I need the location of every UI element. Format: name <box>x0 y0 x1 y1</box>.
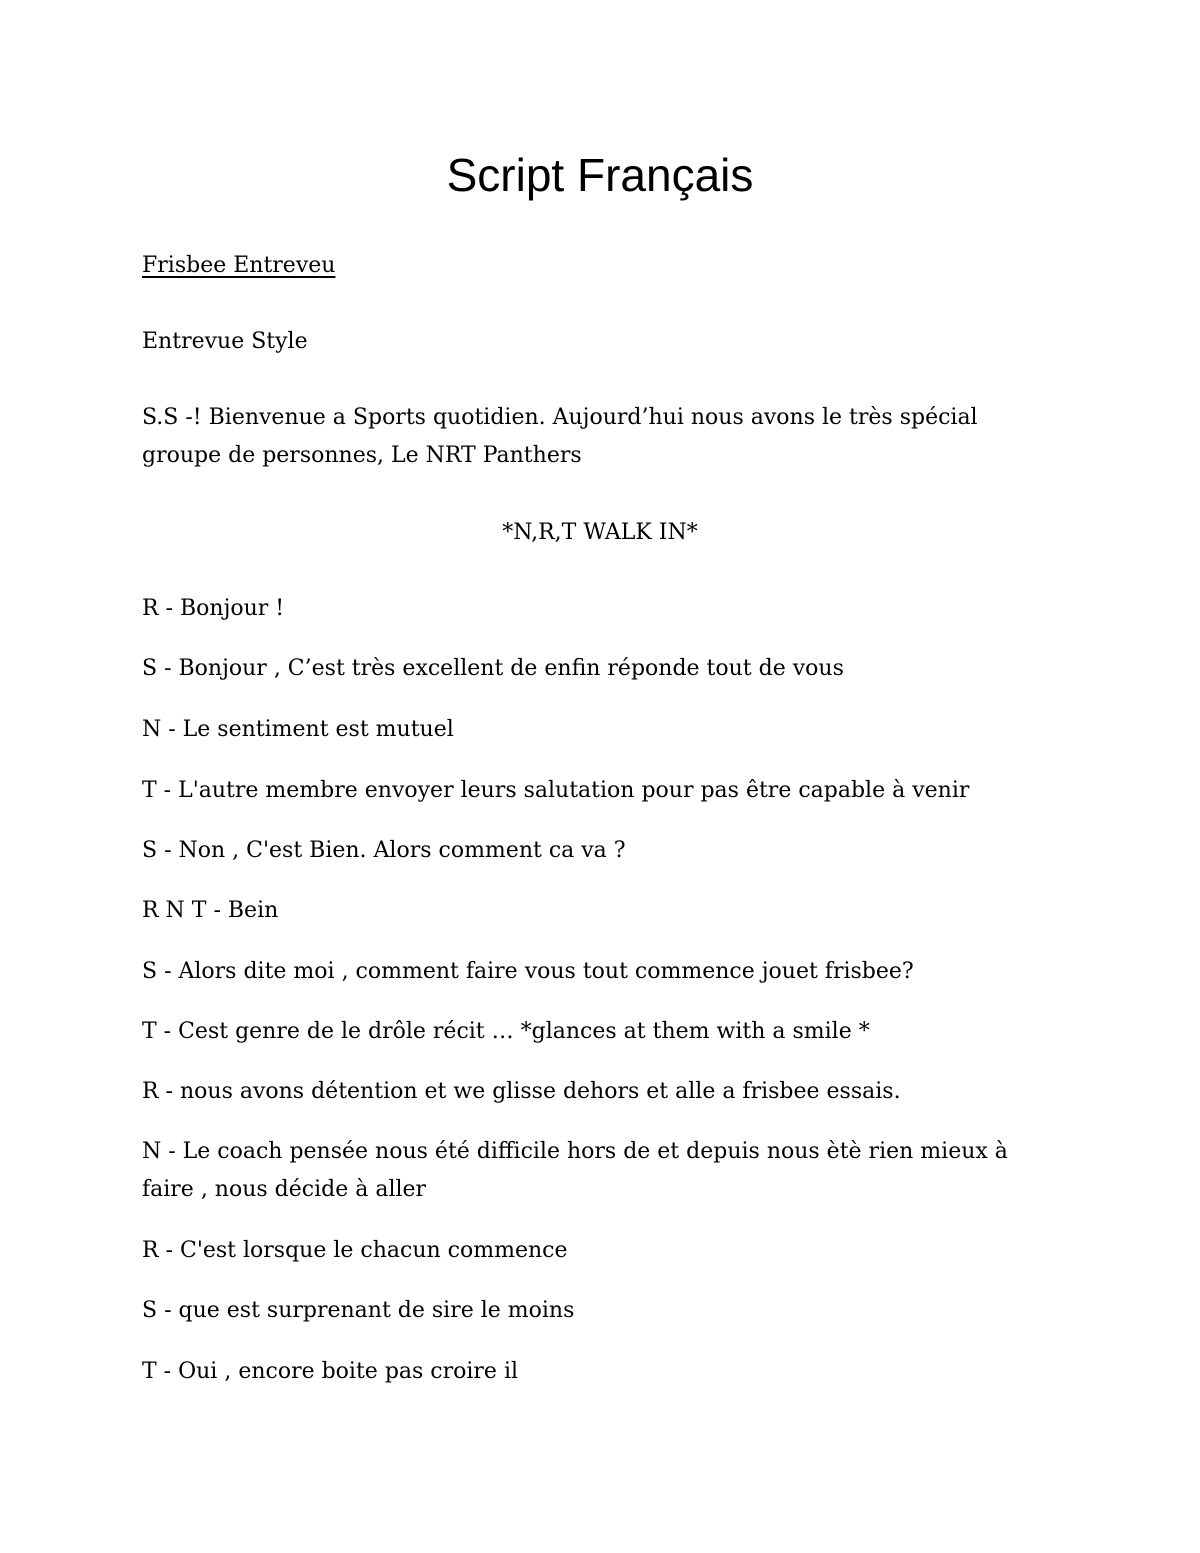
stage-direction: *N,R,T WALK IN* <box>502 520 698 545</box>
script-line: S - Bonjour , C’est très excellent de enfin réponde tout de vous <box>142 656 844 681</box>
intro-paragraph: S.S -! Bienvenue a Sports quotidien. Aujourd’hui nous avons le très spécial groupe de personnes, Le NRT Panthers <box>142 405 978 468</box>
script-line: R - nous avons détention et we glisse dehors et alle a frisbee essais. <box>142 1079 901 1104</box>
script-line: T - L'autre membre envoyer leurs salutation pour pas être capable à venir <box>142 778 970 803</box>
script-line: S - Non , C'est Bien. Alors comment ca va ? <box>142 838 626 863</box>
style-line: Entrevue Style <box>142 329 308 354</box>
script-line: N - Le sentiment est mutuel <box>142 717 454 742</box>
script-line: R N T - Bein <box>142 898 279 923</box>
script-line: T - Oui , encore boite pas croire il <box>142 1359 519 1384</box>
script-line: N - Le coach pensée nous été difficile hors de et depuis nous ètè rien mieux à faire , nous décide à aller <box>142 1139 1008 1202</box>
document-title: Script Français <box>446 149 754 201</box>
section-heading: Frisbee Entreveu <box>142 253 336 278</box>
script-line: T - Cest genre de le drôle récit … *glances at them with a smile * <box>142 1019 870 1044</box>
script-line: S - Alors dite moi , comment faire vous tout commence jouet frisbee? <box>142 959 914 984</box>
script-line: S - que est surprenant de sire le moins <box>142 1298 575 1323</box>
script-line: R - Bonjour ! <box>142 596 285 621</box>
script-line: R - C'est lorsque le chacun commence <box>142 1238 568 1263</box>
